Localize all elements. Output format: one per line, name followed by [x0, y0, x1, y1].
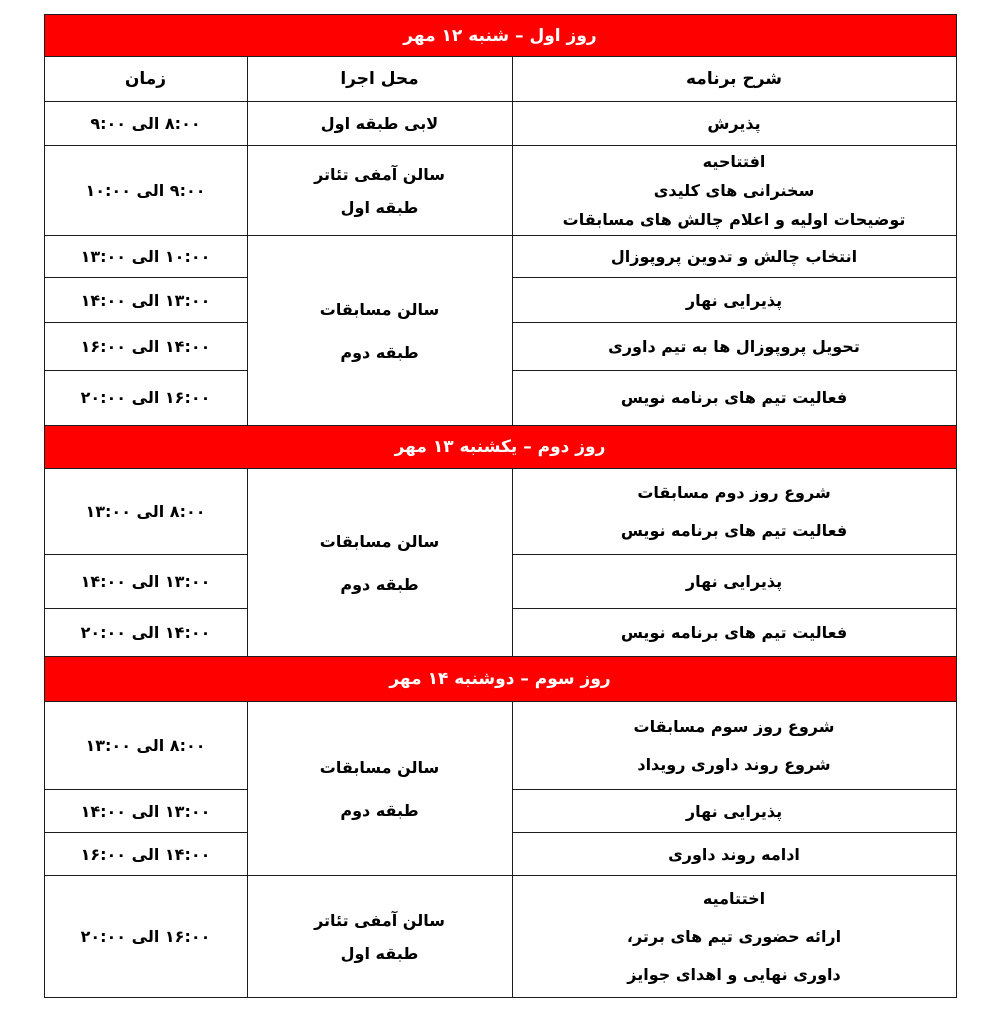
schedule-row [44, 469, 956, 555]
time-cell: ۱۴:۰۰ الی ۱۶:۰۰ [44, 323, 247, 370]
description-cell: تحویل پروپوزال ها به تیم داوری [512, 323, 956, 370]
time-cell: ۹:۰۰ الی ۱۰:۰۰ [44, 146, 247, 236]
schedule-row [44, 102, 956, 146]
description-cell [512, 702, 956, 790]
description-cell: پذیرایی نهار [512, 278, 956, 323]
description-cell [512, 146, 956, 236]
location-line: طبقه اول [340, 197, 419, 217]
schedule-row [44, 146, 956, 236]
day-1-title: روز اول – شنبه ۱۲ مهر [44, 15, 956, 57]
description-line: شروع روز سوم مسابقات [633, 717, 835, 736]
time-cell: ۱۶:۰۰ الی ۲۰:۰۰ [44, 370, 247, 425]
location-line: طبقه اول [340, 943, 419, 963]
location-line: سالن مسابقات [319, 757, 440, 777]
schedule-row [44, 876, 956, 998]
location-cell-merged [247, 236, 512, 426]
description-cell: پذیرایی نهار [512, 790, 956, 833]
schedule-row [44, 702, 956, 790]
day-2-band [44, 426, 956, 469]
time-cell: ۱۰:۰۰ الی ۱۳:۰۰ [44, 236, 247, 278]
location-line: سالن آمفی تئاتر [314, 164, 445, 184]
description-cell: فعالیت تیم های برنامه نویس [512, 609, 956, 657]
description-cell: انتخاب چالش و تدوین پروپوزال [512, 236, 956, 278]
column-header-row [44, 57, 956, 102]
description-cell [512, 876, 956, 998]
day-3-band [44, 657, 956, 702]
description-line: شروع روز دوم مسابقات [637, 483, 831, 502]
day-1-band [44, 15, 956, 57]
location-line: طبقه دوم [340, 342, 419, 362]
description-line: اختتامیه [702, 889, 766, 908]
location-line: طبقه دوم [340, 574, 419, 594]
description-line: داوری نهایی و اهدای جوایز [627, 965, 841, 984]
schedule-row [44, 236, 956, 278]
location-cell [247, 146, 512, 236]
location-line: سالن مسابقات [319, 299, 440, 319]
location-cell-merged [247, 469, 512, 657]
time-cell: ۱۴:۰۰ الی ۲۰:۰۰ [44, 609, 247, 657]
description-line: سخنرانی های کلیدی [653, 181, 815, 200]
column-header-description: شرح برنامه [512, 57, 956, 102]
description-line: فعالیت تیم های برنامه نویس [620, 521, 848, 540]
schedule-table [44, 14, 957, 998]
day-2-title: روز دوم – یکشنبه ۱۳ مهر [44, 426, 956, 469]
time-cell: ۱۳:۰۰ الی ۱۴:۰۰ [44, 555, 247, 609]
time-cell: ۱۶:۰۰ الی ۲۰:۰۰ [44, 876, 247, 998]
location-line: سالن آمفی تئاتر [314, 910, 445, 930]
description-cell: پذیرایی نهار [512, 555, 956, 609]
time-cell: ۸:۰۰ الی ۱۳:۰۰ [44, 702, 247, 790]
column-header-time: زمان [44, 57, 247, 102]
day-3-title: روز سوم – دوشنبه ۱۴ مهر [44, 657, 956, 702]
time-cell: ۱۳:۰۰ الی ۱۴:۰۰ [44, 278, 247, 323]
location-line: سالن مسابقات [319, 531, 440, 551]
description-line: ارائه حضوری تیم های برتر، [626, 927, 842, 946]
location-line: طبقه دوم [340, 800, 419, 820]
time-cell: ۱۳:۰۰ الی ۱۴:۰۰ [44, 790, 247, 833]
time-cell: ۸:۰۰ الی ۹:۰۰ [44, 102, 247, 146]
location-cell [247, 876, 512, 998]
location-cell: لابی طبقه اول [247, 102, 512, 146]
description-cell: فعالیت تیم های برنامه نویس [512, 370, 956, 425]
time-cell: ۸:۰۰ الی ۱۳:۰۰ [44, 469, 247, 555]
description-cell: ادامه روند داوری [512, 833, 956, 876]
time-cell: ۱۴:۰۰ الی ۱۶:۰۰ [44, 833, 247, 876]
description-line: افتتاحیه [702, 152, 766, 171]
description-line: توضیحات اولیه و اعلام چالش های مسابقات [562, 210, 906, 229]
description-cell [512, 469, 956, 555]
location-cell-merged [247, 702, 512, 876]
description-line: شروع روند داوری رویداد [637, 755, 831, 774]
column-header-location: محل اجرا [247, 57, 512, 102]
description-cell: پذیرش [512, 102, 956, 146]
